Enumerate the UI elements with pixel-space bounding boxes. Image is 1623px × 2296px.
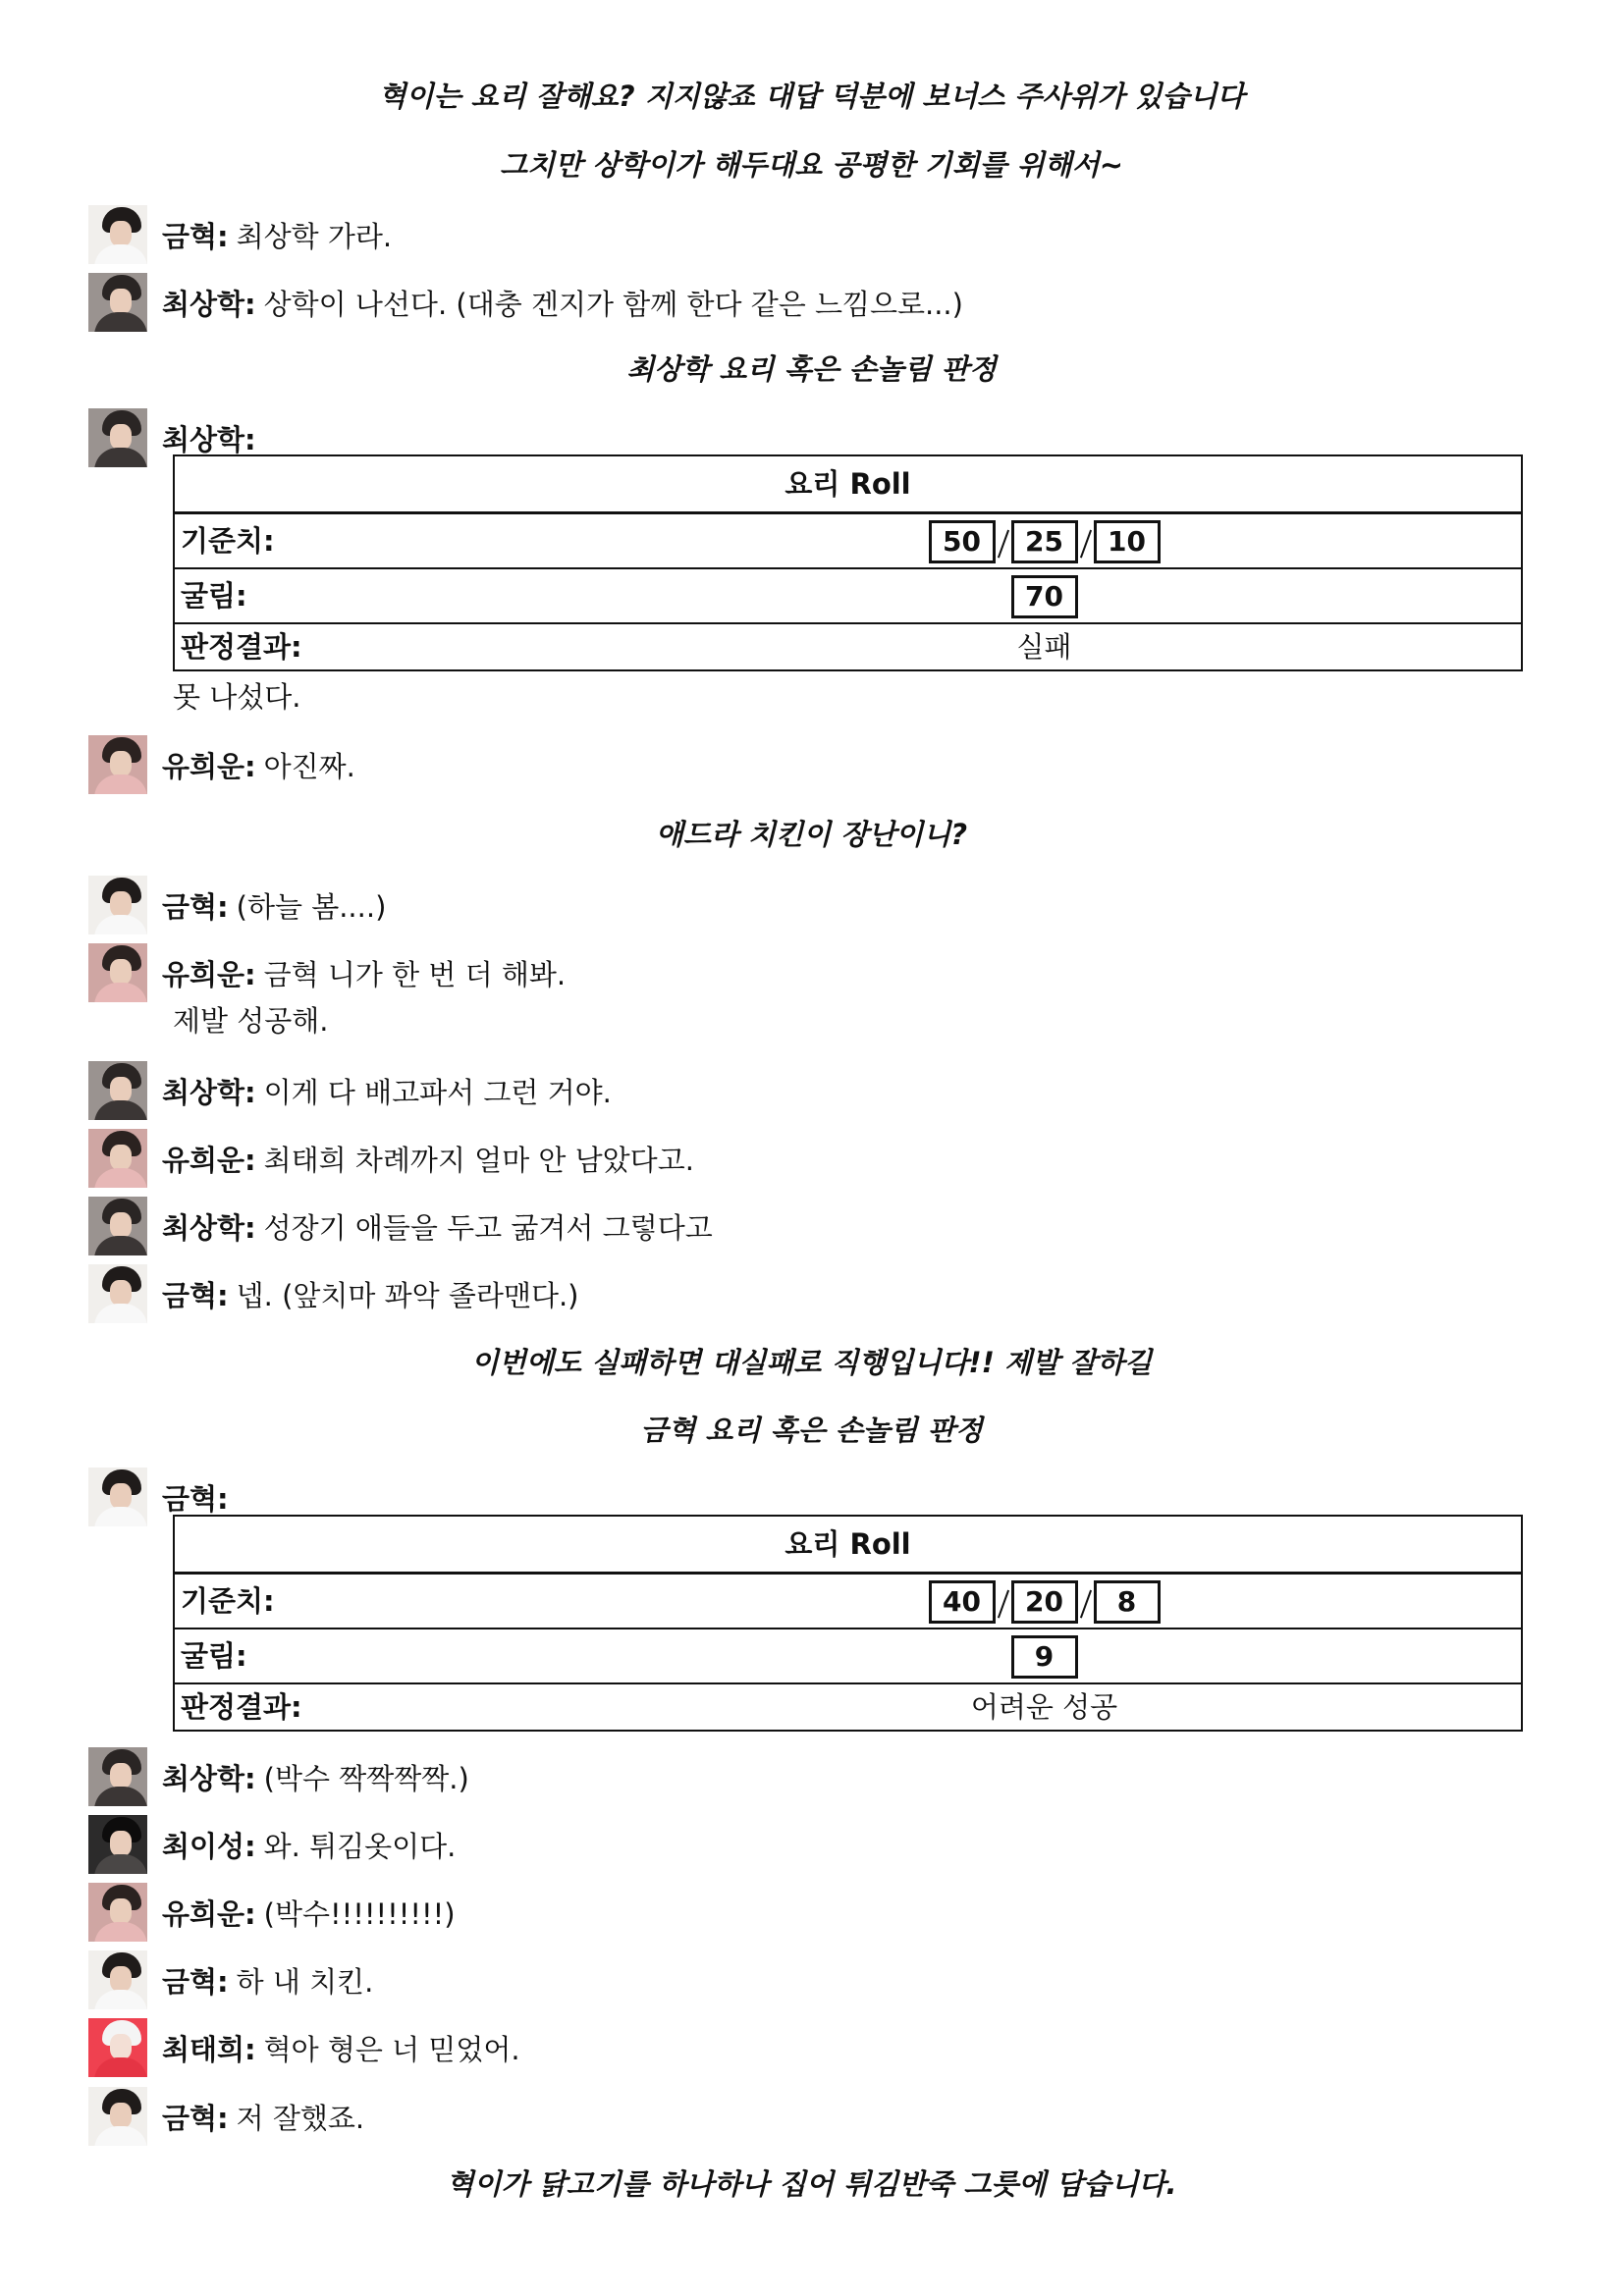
result-value: 어려운 성공 bbox=[970, 1690, 1118, 1724]
chat-line bbox=[88, 2017, 520, 2078]
avatar bbox=[88, 735, 147, 794]
avatar bbox=[88, 1468, 147, 1526]
avatar bbox=[88, 1747, 147, 1806]
threshold-row bbox=[175, 514, 1521, 569]
narration: 혁이는 요리 잘해요? 지지않죠 대답 덕분에 보너스 주사위가 있습니다 bbox=[378, 80, 1245, 113]
result-row bbox=[175, 624, 1521, 669]
chat-line bbox=[88, 1746, 469, 1807]
threshold-value: 25 bbox=[1011, 520, 1078, 563]
avatar bbox=[88, 2018, 147, 2077]
avatar bbox=[88, 1950, 147, 2009]
threshold-value: 20 bbox=[1011, 1580, 1078, 1624]
roll-value: 70 bbox=[1011, 575, 1078, 618]
chat-text: 저 잘했죠. bbox=[236, 2101, 365, 2135]
chat-line bbox=[88, 204, 392, 265]
chat-text: 이게 다 배고파서 그런 거야. bbox=[263, 1075, 612, 1109]
result-row bbox=[175, 1684, 1521, 1730]
speaker-name: 유희운: bbox=[162, 749, 256, 783]
result-label: 판정결과: bbox=[181, 1690, 302, 1724]
chat-text: 최상학 가라. bbox=[236, 219, 393, 253]
threshold-value: 50 bbox=[929, 520, 996, 563]
chat-line bbox=[88, 734, 355, 795]
chat-line bbox=[88, 1060, 612, 1121]
roll-label: 굴림: bbox=[181, 1639, 247, 1673]
speaker-name: 최태희: bbox=[162, 2032, 256, 2066]
narration: 애드라 치킨이 장난이니? bbox=[655, 818, 968, 851]
speaker-name: 최상학: bbox=[162, 422, 256, 456]
speaker-name: 유희운: bbox=[162, 1896, 256, 1931]
speaker-name: 금혁: bbox=[162, 1278, 229, 1312]
avatar bbox=[88, 1264, 147, 1323]
chat-line bbox=[88, 1949, 373, 2010]
speaker-name: 금혁: bbox=[162, 219, 229, 253]
chat-text: 와. 튀김옷이다. bbox=[263, 1829, 457, 1863]
narration: 금혁 요리 혹은 손놀림 판정 bbox=[640, 1414, 983, 1447]
speaker-name: 유희운: bbox=[162, 1143, 256, 1177]
speaker-name: 최상학: bbox=[162, 1210, 256, 1245]
roll-row bbox=[175, 569, 1521, 624]
chat-text: (박수 짝짝짝짝.) bbox=[263, 1761, 469, 1795]
chat-line bbox=[88, 1814, 456, 1875]
speaker-name: 금혁: bbox=[162, 889, 229, 924]
speaker-name: 최상학: bbox=[162, 1761, 256, 1795]
chat-text: 혁아 형은 너 믿었어. bbox=[263, 2032, 520, 2066]
avatar bbox=[88, 876, 147, 934]
roll-value: 9 bbox=[1011, 1635, 1078, 1679]
chat-text: 최태희 차례까지 얼마 안 남았다고. bbox=[263, 1143, 694, 1177]
speaker-name: 금혁: bbox=[162, 1481, 229, 1516]
speaker-name: 최이성: bbox=[162, 1829, 256, 1863]
avatar bbox=[88, 408, 147, 467]
result-value: 실패 bbox=[1016, 630, 1072, 664]
threshold-value: 8 bbox=[1094, 1580, 1161, 1624]
avatar bbox=[88, 2087, 147, 2146]
speaker-name: 유희운: bbox=[162, 957, 256, 991]
avatar bbox=[88, 1197, 147, 1255]
threshold-value: 40 bbox=[929, 1580, 996, 1624]
chat-text: 못 나섰다. bbox=[173, 680, 301, 714]
chat-line bbox=[88, 942, 566, 1003]
speaker-name: 최상학: bbox=[162, 287, 256, 321]
threshold-row bbox=[175, 1575, 1521, 1629]
chat-line bbox=[88, 2086, 364, 2147]
narration: 최상학 요리 혹은 손놀림 판정 bbox=[626, 352, 997, 386]
avatar bbox=[88, 943, 147, 1002]
roll-table bbox=[173, 1515, 1523, 1732]
roll-title: 요리 Roll bbox=[175, 456, 1521, 514]
avatar bbox=[88, 1883, 147, 1942]
chat-text: (박수!!!!!!!!!!) bbox=[263, 1896, 456, 1931]
chat-line bbox=[88, 1882, 456, 1943]
roll-table bbox=[173, 454, 1523, 671]
narration: 혁이가 닭고기를 하나하나 집어 튀김반죽 그릇에 담습니다. bbox=[446, 2167, 1177, 2201]
chat-text: 제발 성공해. bbox=[173, 1004, 329, 1038]
chat-text: 넵. (앞치마 꽈악 졸라맨다.) bbox=[236, 1278, 579, 1312]
chat-text: 상학이 나선다. (대충 겐지가 함께 한다 같은 느낌으로...) bbox=[263, 287, 963, 321]
avatar bbox=[88, 1061, 147, 1120]
chat-text: 하 내 치킨. bbox=[236, 1964, 374, 1999]
chat-line bbox=[88, 1128, 694, 1189]
narration: 그치만 상학이가 해두대요 공평한 기회를 위해서~ bbox=[499, 148, 1124, 182]
avatar bbox=[88, 1129, 147, 1188]
threshold-label: 기준치: bbox=[181, 1584, 275, 1618]
avatar bbox=[88, 1815, 147, 1874]
chat-text: 금혁 니가 한 번 더 해봐. bbox=[263, 957, 567, 991]
avatar bbox=[88, 273, 147, 332]
speaker-name: 금혁: bbox=[162, 1964, 229, 1999]
chat-line bbox=[88, 272, 963, 333]
chat-line bbox=[88, 875, 386, 935]
roll-row bbox=[175, 1629, 1521, 1684]
threshold-label: 기준치: bbox=[181, 524, 275, 558]
roll-label: 굴림: bbox=[181, 579, 247, 613]
result-label: 판정결과: bbox=[181, 630, 302, 664]
chat-text: 성장기 애들을 두고 굶겨서 그렇다고 bbox=[263, 1210, 713, 1245]
roll-title: 요리 Roll bbox=[175, 1517, 1521, 1575]
chat-line bbox=[88, 1196, 713, 1256]
chat-line bbox=[88, 1263, 579, 1324]
speaker-name: 금혁: bbox=[162, 2101, 229, 2135]
threshold-value: 10 bbox=[1094, 520, 1161, 563]
chat-text: 아진짜. bbox=[263, 749, 355, 783]
narration: 이번에도 실패하면 대실패로 직행입니다!! 제발 잘하길 bbox=[470, 1346, 1153, 1379]
speaker-name: 최상학: bbox=[162, 1075, 256, 1109]
chat-text: (하늘 봄....) bbox=[236, 889, 387, 924]
avatar bbox=[88, 205, 147, 264]
